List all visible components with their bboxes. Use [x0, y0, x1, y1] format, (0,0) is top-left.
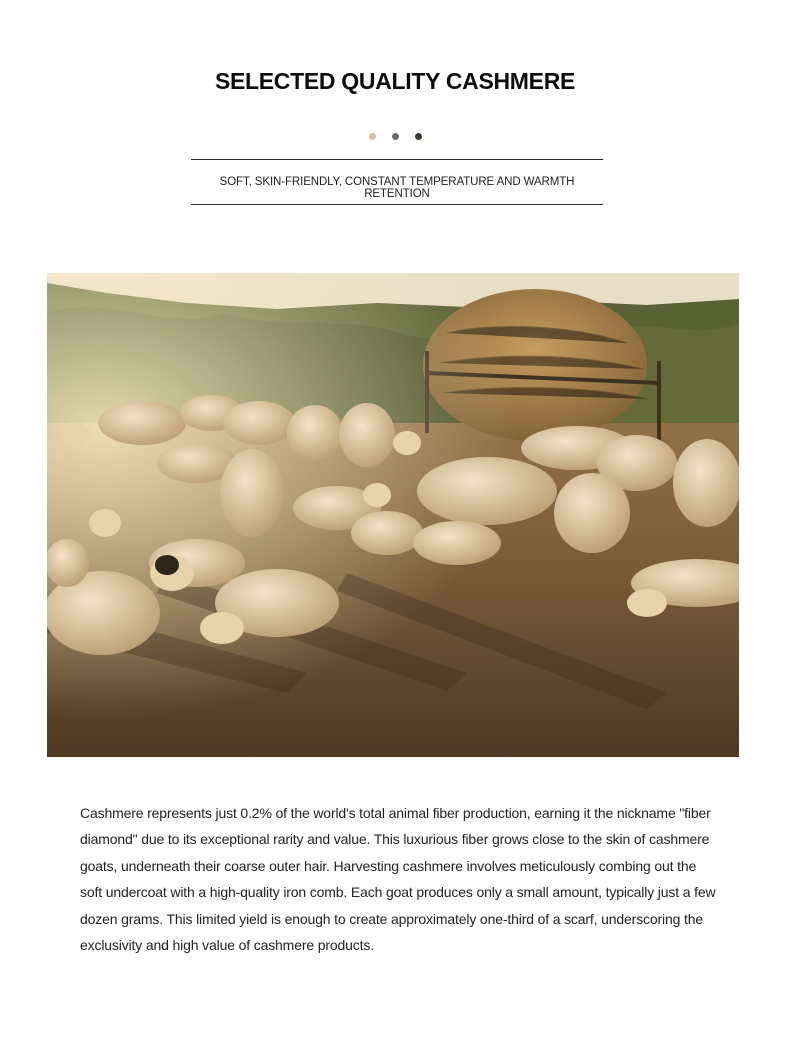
top-divider: [191, 159, 603, 160]
decorative-dots: [0, 133, 790, 140]
dot-dark: [415, 133, 422, 140]
page-title: SELECTED QUALITY CASHMERE: [214, 68, 576, 94]
subtitle: SOFT, SKIN-FRIENDLY, CONSTANT TEMPERATURE AND WARMTH RETENTION: [219, 176, 575, 200]
dot-mid: [392, 133, 399, 140]
bottom-divider: [191, 204, 603, 205]
dot-light: [369, 133, 376, 140]
sheep-photo: [47, 273, 739, 757]
description-paragraph: Cashmere represents just 0.2% of the world's total animal fiber production, earning it the nickname "fiber diamond" due to its exceptional rarity and value. This luxurious fiber grows close to the skin of cashmere goats, underneath their coarse outer hair. Harvesting cashmere involves meticulously combing out the soft undercoat with a high-quality iron comb. Each goat produces only a small amount, typically just a few dozen grams. This limited yield is enough to create approximately one-third of a scarf, underscoring the exclusivity and high value of cashmere products.: [80, 805, 716, 954]
